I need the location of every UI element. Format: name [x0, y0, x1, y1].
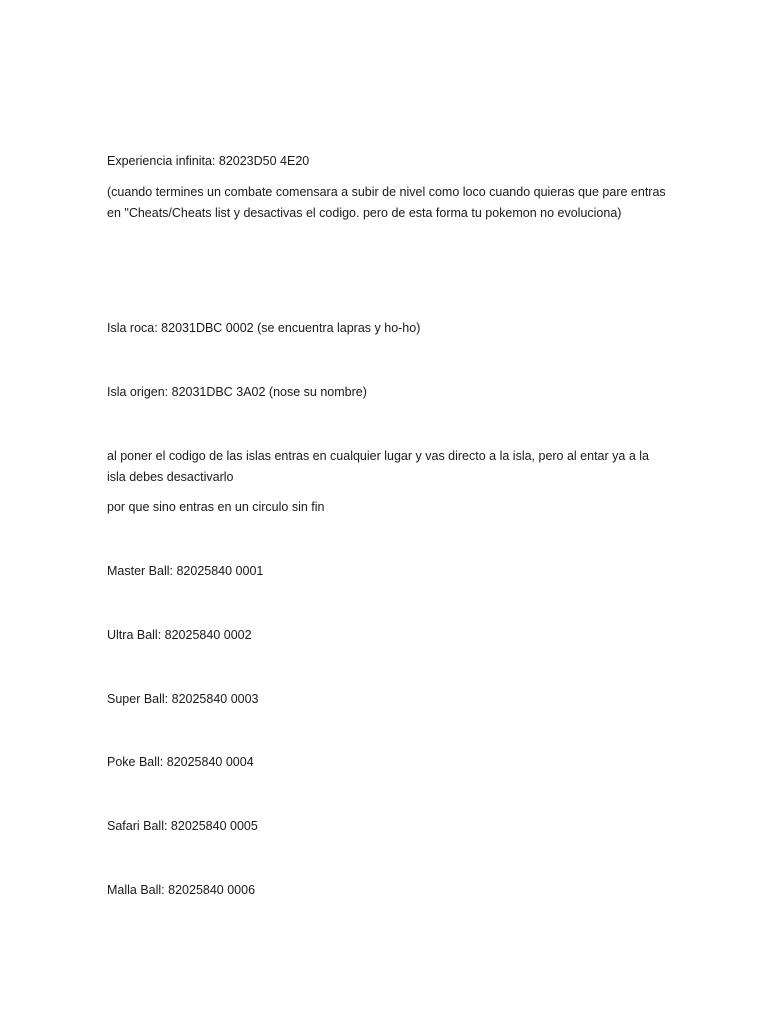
islands-note: al poner el codigo de las islas entras en cualquier lugar y vas directo a la isla, pero al entar ya a la isla debes desactivarlo [107, 449, 649, 484]
safari-ball-code: Safari Ball: 82025840 0005 [107, 819, 258, 833]
isla-roca-code: Isla roca: 82031DBC 0002 (se encuentra lapras y ho-ho) [107, 321, 421, 335]
ultra-ball-code: Ultra Ball: 82025840 0002 [107, 628, 252, 642]
islands-warning: por que sino entras en un circulo sin fin [107, 500, 325, 514]
isla-origen-code: Isla origen: 82031DBC 3A02 (nose su nombre) [107, 385, 367, 399]
poke-ball-code: Poke Ball: 82025840 0004 [107, 755, 254, 769]
malla-ball-code: Malla Ball: 82025840 0006 [107, 883, 256, 897]
exp-infinite-code: Experiencia infinita: 82023D50 4E20 [107, 154, 310, 168]
master-ball-code: Master Ball: 82025840 0001 [107, 564, 264, 578]
super-ball-code: Super Ball: 82025840 0003 [107, 692, 259, 706]
exp-infinite-note: (cuando termines un combate comensara a subir de nivel como loco cuando quieras que pare entras en "Cheats/Cheats list y desactivas el codigo. pero de esta forma tu pokemon no evoluciona) [107, 185, 666, 220]
